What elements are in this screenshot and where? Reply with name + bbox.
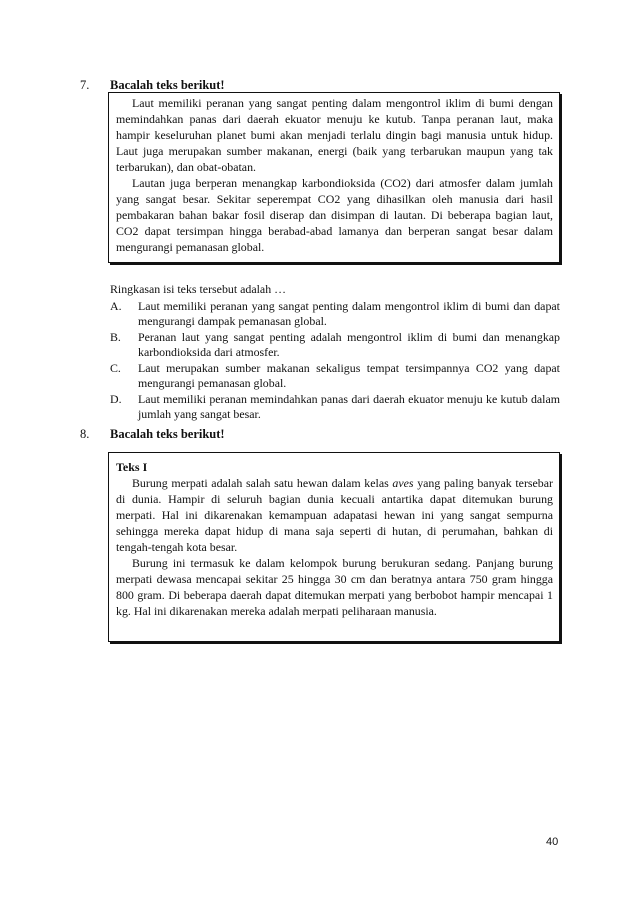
question-8-passage-box xyxy=(108,452,560,642)
option-a-text: Laut memiliki peranan yang sangat penting dalam mengontrol iklim di bumi dan dapat mengurangi dampak pemanasan global. xyxy=(138,298,560,328)
question-8-number: 8. xyxy=(80,427,90,441)
question-7-stem: Ringkasan isi teks tersebut adalah … xyxy=(110,282,287,296)
question-7-passage-box xyxy=(108,92,560,263)
question-7-title: Bacalah teks berikut! xyxy=(110,78,225,92)
option-b-text: Peranan laut yang sangat penting adalah mengontrol iklim di bumi dan menangkap karbondioksida dari atmosfer. xyxy=(138,329,560,359)
paragraph-1-start: Burung merpati adalah salah satu hewan dalam kelas xyxy=(132,476,393,490)
option-a-letter: A. xyxy=(110,298,122,313)
option-c-letter: C. xyxy=(110,360,121,375)
question-7-number: 7. xyxy=(80,78,90,92)
option-d[interactable] xyxy=(110,392,560,423)
question-8-title: Bacalah teks berikut! xyxy=(110,427,225,441)
passage-paragraph-2: Lautan juga berperan menangkap karbondioksida (CO2) dari atmosfer dalam jumlah yang sangat besar. Sekitar seperempat CO2 yang dihasilkan oleh manusia dari hasil pembakaran bahan bakar fosil diserap dan disimpan di lautan. Di beberapa bagian laut, CO2 dapat tersimpan hingga berabad-abad lamanya dan berperan sangat besar dalam mengurangi pemanasan global. xyxy=(116,176,553,254)
text-heading: Teks I xyxy=(116,460,148,474)
question-7-body xyxy=(110,282,560,423)
option-c[interactable] xyxy=(110,361,560,392)
option-d-text: Laut memiliki peranan memindahkan panas dari daerah ekuator menuju ke kutub dalam jumlah yang sangat besar. xyxy=(138,391,560,421)
passage-paragraph-2: Burung ini termasuk ke dalam kelompok burung berukuran sedang. Panjang burung merpati dewasa mencapai sekitar 25 hingga 30 cm dan beratnya antara 750 gram hingga 800 gram. Di beberapa daerah dapat ditemukan merpati yang berbobot hampir mencapai 1 kg. Hal ini dikarenakan mereka adalah merpati peliharaan manusia. xyxy=(116,556,553,618)
page-number: 40 xyxy=(546,836,559,848)
option-a[interactable] xyxy=(110,299,560,330)
passage-paragraph-1: Laut memiliki peranan yang sangat penting dalam mengontrol iklim di bumi dengan memindahkan panas dari daerah ekuator menuju ke kutub. Tanpa peranan laut, maka hampir keseluruhan planet bumi akan menjadi terlalu dingin bagi manusia untuk hidup. Laut juga merupakan sumber makanan, energi (baik yang terbarukan maupun yang tak terbarukan), dan obat-obatan. xyxy=(116,96,553,174)
option-c-text: Laut merupakan sumber makanan sekaligus tempat tersimpannya CO2 yang dapat mengurangi pemanasan global. xyxy=(138,360,560,390)
option-b[interactable] xyxy=(110,330,560,361)
option-d-letter: D. xyxy=(110,391,122,406)
option-b-letter: B. xyxy=(110,329,121,344)
paragraph-1-end: yang paling banyak tersebar di dunia. Hampir di seluruh bagian dunia kecuali antartika dapat ditemukan burung merpati. Hal ini dikarenakan kemampuan adapatasi hewan ini yang sangat sempurna sehingga mereka dapat hidup di mana saja seperti di hutan, di perumahan, bahkan di tengah-tengah kota besar. xyxy=(116,476,553,554)
passage-paragraph-1 xyxy=(116,475,553,555)
paragraph-1-italic-term: aves xyxy=(392,476,414,490)
